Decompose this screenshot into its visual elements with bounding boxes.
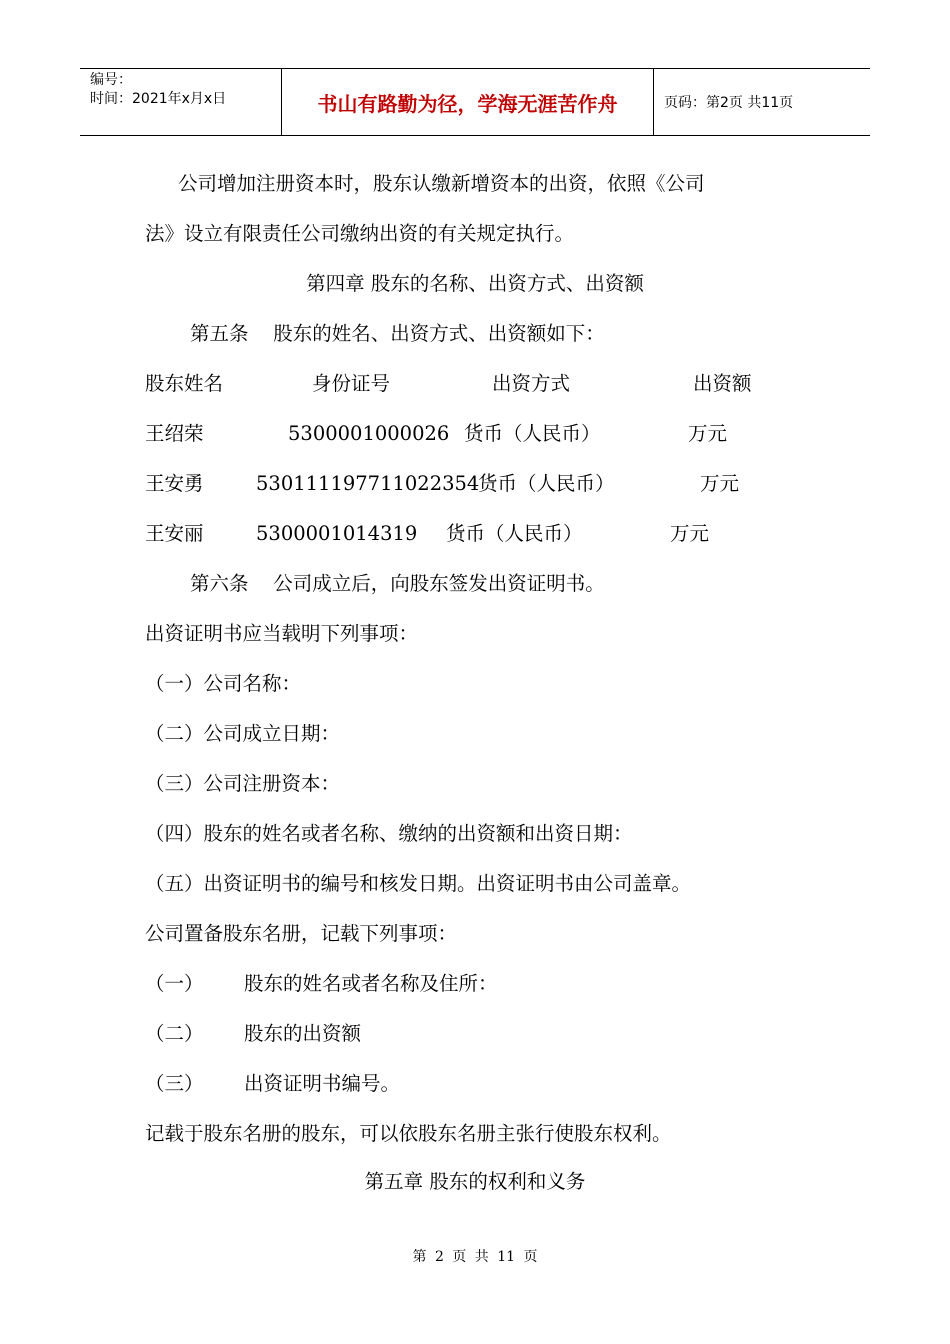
table-header-method: 出资方式 (492, 372, 571, 395)
table-cell-amount: 万元 (688, 422, 728, 445)
table-cell-method: 货币（人民币） (464, 422, 601, 445)
list-item: （三）公司注册资本： (145, 772, 341, 795)
table-header-name: 股东姓名 (145, 372, 224, 395)
table-cell-amount: 万元 (700, 472, 740, 495)
list-item: 出资证明书编号。 (244, 1072, 401, 1095)
paragraph-line: 记载于股东名册的股东，可以依股东名册主张行使股东权利。 (145, 1122, 672, 1145)
list-item: 股东的姓名或者名称及住所： (244, 972, 498, 995)
chapter-heading: 第四章 股东的名称、出资方式、出资额 (306, 272, 644, 295)
table-cell-id: 5300001014319 (256, 522, 418, 545)
list-item-number: （一） (145, 972, 204, 995)
list-item-number: （三） (145, 1072, 204, 1095)
table-cell-id: 530111197711022354 (256, 472, 480, 495)
paragraph-line: 出资证明书应当载明下列事项： (145, 622, 419, 645)
paragraph-line: 公司置备股东名册，记载下列事项： (145, 922, 458, 945)
list-item: （五）出资证明书的编号和核发日期。出资证明书由公司盖章。 (145, 872, 692, 895)
table-cell-amount: 万元 (670, 522, 710, 545)
chapter-heading: 第五章 股东的权利和义务 (364, 1170, 586, 1193)
document-time-label: 时间：2021年x月x日 (90, 91, 227, 107)
table-cell-method: 货币（人民币） (446, 522, 583, 545)
list-item: 股东的出资额 (244, 1022, 362, 1045)
article-heading: 第五条 股东的姓名、出资方式、出资额如下： (190, 322, 605, 345)
table-cell-method: 货币（人民币） (478, 472, 615, 495)
header-motto: 书山有路勤为径，学海无涯苦作舟 (282, 69, 654, 135)
page-header (80, 68, 870, 136)
header-meta (80, 69, 282, 135)
page-footer: 第 2 页 共 11 页 (412, 1249, 538, 1265)
header-page-info: 页码：第2页 共11页 (664, 95, 794, 111)
list-item: （一）公司名称： (145, 672, 302, 695)
table-header-amount: 出资额 (693, 372, 752, 395)
paragraph-line: 公司增加注册资本时，股东认缴新增资本的出资，依照《公司 (178, 172, 705, 195)
table-cell-name: 王安丽 (145, 522, 204, 545)
table-header-id: 身份证号 (312, 372, 391, 395)
list-item: （二）公司成立日期： (145, 722, 341, 745)
article-heading: 第六条 公司成立后，向股东签发出资证明书。 (190, 572, 605, 595)
document-number-label: 编号： (90, 72, 132, 88)
list-item-number: （二） (145, 1022, 204, 1045)
table-cell-name: 王绍荣 (145, 422, 204, 445)
list-item: （四）股东的姓名或者名称、缴纳的出资额和出资日期： (145, 822, 633, 845)
table-cell-name: 王安勇 (145, 472, 204, 495)
paragraph-line: 法》设立有限责任公司缴纳出资的有关规定执行。 (145, 222, 575, 245)
table-cell-id: 5300001000026 (288, 422, 450, 445)
